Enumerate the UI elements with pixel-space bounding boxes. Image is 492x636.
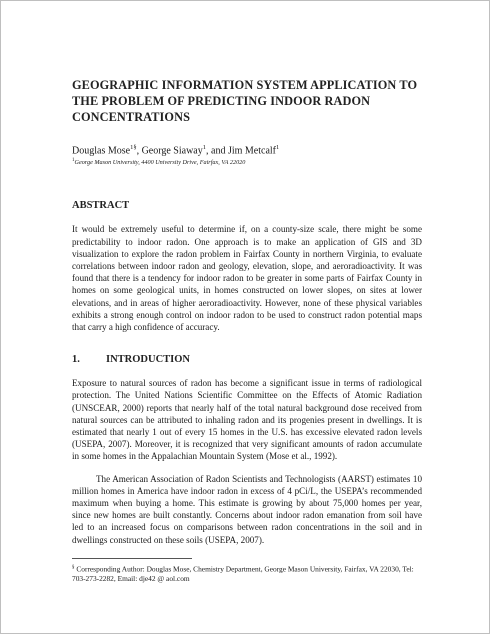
abstract-paragraph: It would be extremely useful to determine if, on a county-size scale, there might be some predictability to indoor radon. One approach is to make an application of GIS and 3D visualization to explore the radon problem in Fairfax County in northern Virginia, to evaluate correlations between indoor radon and geology, elevation, slope, and aeroradioactivity. It was found that there is a tendency for indoor radon to be greater in some parts of Fairfax County in homes on some geological units, in homes constructed on lower slopes, on sites at lower elevations, and in areas of higher aeroradioactivity. However, none of these physical variables exhibits a strong enough control on indoor radon to be used to construct radon potential maps that carry a high confidence of accuracy. <box>72 224 422 333</box>
paper-title: GEOGRAPHIC INFORMATION SYSTEM APPLICATION TO THE PROBLEM OF PREDICTING INDOOR RADON CONCENTRATIONS <box>72 78 418 124</box>
author-affiliation-mark: 1 <box>202 144 206 151</box>
footnote-text: Corresponding Author: Douglas Mose, Chemistry Department, George Mason University, Fairfax, VA 22030, Tel: 703-273-2282, Email: dje42 @ aol.com <box>72 564 414 584</box>
body-paragraph: The American Association of Radon Scientists and Technologists (AARST) estimates 10 million homes in America have indoor radon in excess of 4 pCi/L, the USEPA’s recommended maximum when buying a home. This estimate is growing by about 75,000 homes per year, since new homes are built constantly. Concerns about indoor radon emanation from soil have led to an increased focus on comparisons between radon concentrations in the soil and in dwellings constructed on these soils (USEPA, 2007). <box>72 473 422 545</box>
author-affiliation-mark: 1§ <box>130 144 137 151</box>
affiliation-text: George Mason University, 4400 University Drive, Fairfax, VA 22020 <box>74 159 246 167</box>
author-name: Jim Metcalf <box>227 145 276 157</box>
footnote <box>72 563 422 584</box>
affiliation-line <box>72 156 422 167</box>
author-line <box>72 141 422 157</box>
page-content <box>72 77 422 592</box>
author-separator: , <box>136 145 142 157</box>
author-name: Douglas Mose <box>72 145 131 157</box>
author-affiliation-mark: 1 <box>276 144 280 151</box>
footnote-divider <box>72 558 192 559</box>
section-number: 1. <box>72 354 80 366</box>
author-name: George Siaway <box>141 145 203 157</box>
affiliation-mark: 1 <box>72 158 75 164</box>
section-title: INTRODUCTION <box>106 354 191 366</box>
introduction-heading <box>72 353 422 366</box>
author-separator: , and <box>206 145 228 157</box>
body-paragraph: Exposure to natural sources of radon has become a significant issue in terms of radiological protection. The United Nations Scientific Committee on the Effects of Atomic Radiation (UNSCEAR, 2000) reports that nearly half of the total natural background dose received from natural sources can be attributed to inhaling radon and its progenies present in dwellings. It is estimated that nearly 1 out of every 15 homes in the U.S. has excessive elevated radon levels (USEPA, 2007). Moreover, it is recognized that very significant amounts of radon accumulate in some homes in the Appalachian Mountain System (Mose et al., 1992). <box>72 378 422 462</box>
footnote-mark: § <box>72 564 75 570</box>
abstract-heading: ABSTRACT <box>72 200 130 212</box>
